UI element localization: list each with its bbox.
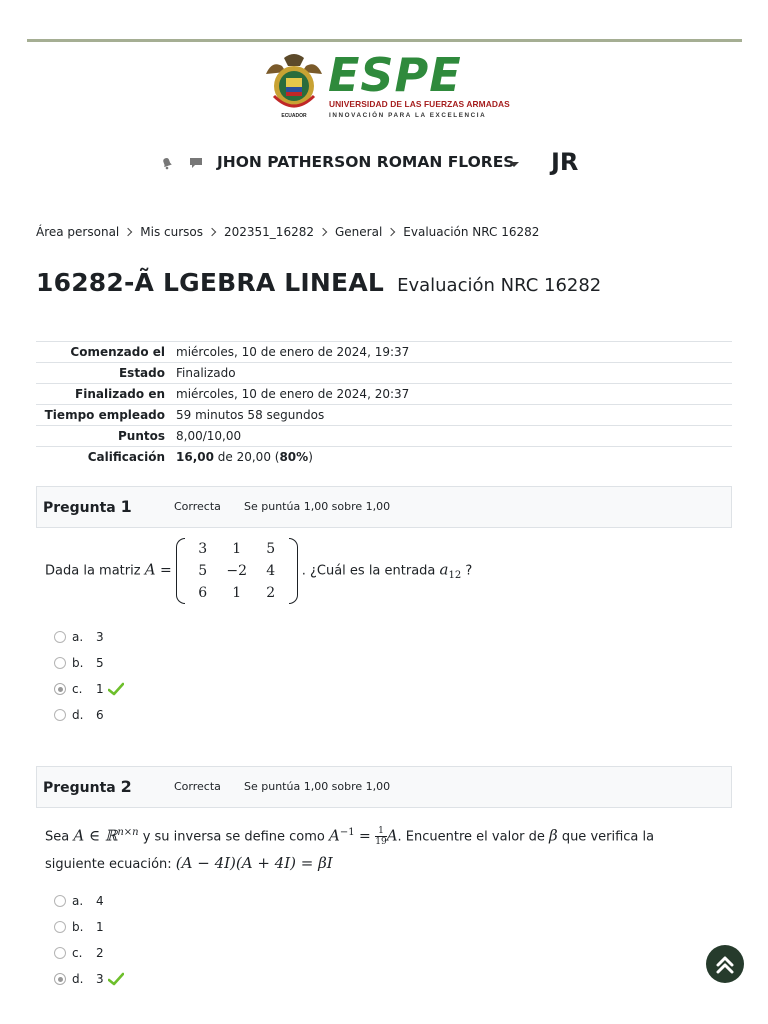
logo-wordmark: ESPE [328,48,462,102]
radio-button[interactable] [54,709,66,721]
q2-t2: y su inversa se define como [138,829,330,845]
radio-button-selected[interactable] [54,683,66,695]
summary-label: Tiempo empleado [44,408,165,422]
answer-text: 1 [96,682,104,696]
question-number [43,777,132,796]
answer-text: 5 [96,656,104,670]
espe-logo[interactable] [262,48,512,122]
answer-letter: a. [72,630,84,644]
breadcrumb [36,225,539,239]
summary-value: 59 minutos 58 segundos [176,408,325,422]
quiz-title: Evaluación NRC 16282 [397,275,602,296]
question-label: Pregunta [43,500,116,516]
q1-text-after: . ¿Cuál es la entrada [301,563,440,579]
question-number-value: 1 [120,497,132,516]
answer-option[interactable] [54,624,124,650]
matrix-cell: −2 [226,563,248,579]
answer-text: 3 [96,630,104,644]
q2-t3: . Encuentre el valor de [397,829,550,845]
q2-m2-eq: = [354,828,376,845]
user-avatar-initials[interactable]: JR [551,148,579,176]
answer-text: 3 [96,972,104,986]
back-to-top-button[interactable] [706,945,744,983]
q1-entry: a [439,560,449,579]
attempt-summary-table [36,341,732,468]
question-state: Correcta [174,500,221,513]
summary-label: Puntos [117,429,165,443]
answer-option[interactable] [54,702,124,728]
double-chevron-up-icon [714,953,736,975]
q1-var: A [144,560,156,579]
table-row [36,426,732,447]
answer-option[interactable] [54,940,124,966]
question-mark: Se puntúa 1,00 sobre 1,00 [244,500,391,513]
q2-m2: A [329,826,340,845]
matrix-cell: 5 [198,563,208,579]
radio-button[interactable] [54,631,66,643]
answer-letter: b. [72,920,84,934]
answer-text: 2 [96,946,104,960]
table-row [36,405,732,426]
breadcrumb-item[interactable]: Evaluación NRC 16282 [403,225,540,239]
answer-option[interactable] [54,914,124,940]
question-1-answers [54,624,124,728]
radio-button[interactable] [54,657,66,669]
grade-close: ) [308,450,313,465]
answer-option[interactable] [54,966,124,992]
summary-value: miércoles, 10 de enero de 2024, 20:37 [176,387,410,401]
matrix-cell: 4 [266,563,276,579]
grade-percent: 80% [279,450,309,465]
summary-value: 8,00/10,00 [176,429,242,443]
radio-button[interactable] [54,895,66,907]
grade-of: de 20,00 ( [213,450,280,465]
q2-line-1 [45,820,654,850]
question-label: Pregunta [43,780,116,796]
answer-option[interactable] [54,650,124,676]
question-2-answers [54,888,124,992]
breadcrumb-item[interactable]: Mis cursos [140,225,203,239]
breadcrumb-item[interactable]: General [334,225,383,239]
table-row [36,384,732,405]
grade-value [176,447,732,468]
table-row [36,342,732,363]
q2-t5: siguiente ecuación: [45,857,176,873]
answer-letter: a. [72,894,84,908]
question-state: Correcta [174,780,221,793]
university-seal-icon [262,52,326,120]
answer-option[interactable] [54,888,124,914]
matrix-cell: 1 [232,541,242,557]
matrix-cell: 2 [266,585,276,601]
summary-label: Finalizado en [75,387,165,401]
radio-button[interactable] [54,921,66,933]
matrix-cell: 1 [232,585,242,601]
breadcrumb-item[interactable]: Área personal [36,225,120,239]
table-row [36,363,732,384]
q1-entry-sub: 12 [448,570,462,582]
top-divider [27,39,742,42]
radio-button-selected[interactable] [54,973,66,985]
matrix-cell: 5 [266,541,276,557]
correct-check-icon [108,972,124,986]
summary-value: miércoles, 10 de enero de 2024, 19:37 [176,345,410,359]
matrix-cell: 6 [198,585,208,601]
q2-t4: que verifica la [557,829,655,845]
fraction-numerator: 1 [375,826,386,837]
answer-letter: c. [72,946,83,960]
matrix-A [176,538,298,604]
answer-option[interactable] [54,676,124,702]
question-number [43,497,132,516]
answer-text: 1 [96,920,104,934]
breadcrumb-item[interactable]: 202351_16282 [224,225,314,239]
q2-m2-sup: −1 [339,827,355,838]
answer-letter: d. [72,972,84,986]
answer-text: 4 [96,894,104,908]
answer-letter: b. [72,656,84,670]
logo-motto: INNOVACIÓN PARA LA EXCELENCIA [329,112,487,119]
seal-caption: ECUADOR [281,113,307,119]
q1-text-before: Dada la matriz [45,563,145,579]
q2-m2-end: A [386,826,398,845]
grade-label: Calificación [87,450,165,465]
correct-check-icon [108,682,124,696]
user-navbar [0,148,768,178]
q2-line-2 [45,850,654,878]
answer-text: 6 [96,708,104,722]
course-title: 16282-Ã LGEBRA LINEAL [36,268,384,297]
summary-label: Estado [118,366,165,380]
chevron-right-icon [208,228,216,236]
summary-value: Finalizado [176,366,236,380]
logo-university-name: UNIVERSIDAD DE LAS FUERZAS ARMADAS [329,99,510,109]
radio-button[interactable] [54,947,66,959]
q2-m1-sup: n×n [117,827,139,838]
answer-letter: c. [72,682,83,696]
fraction-denominator: 19 [375,837,387,848]
question-mark: Se puntúa 1,00 sobre 1,00 [244,780,391,793]
q1-eq: = [155,562,172,579]
q1-text-end: ? [461,563,473,579]
chevron-right-icon [387,228,395,236]
chevron-right-icon [319,228,327,236]
matrix-cell: 3 [198,541,208,557]
q2-t1: Sea [45,829,74,845]
answer-letter: d. [72,708,84,722]
user-menu-name[interactable]: JHON PATHERSON ROMAN FLORES [217,153,515,171]
q2-m1: A ∈ ℝ [73,826,118,845]
chevron-down-icon[interactable] [509,162,519,167]
q2-equation: (A − 4I)(A + 4I) = βI [175,854,333,873]
question-number-value: 2 [120,777,132,796]
question-1-text [45,538,472,604]
question-1-header [36,486,732,528]
question-2-text [45,820,654,878]
table-row [36,447,732,468]
q2-beta: β [549,826,558,845]
bell-icon[interactable] [160,156,174,170]
summary-label: Comenzado el [70,345,165,359]
fraction [375,826,386,847]
chevron-right-icon [124,228,132,236]
chat-icon[interactable] [189,156,203,170]
grade-score: 16,00 [176,450,214,465]
page-title [36,268,601,297]
question-2-header [36,766,732,808]
